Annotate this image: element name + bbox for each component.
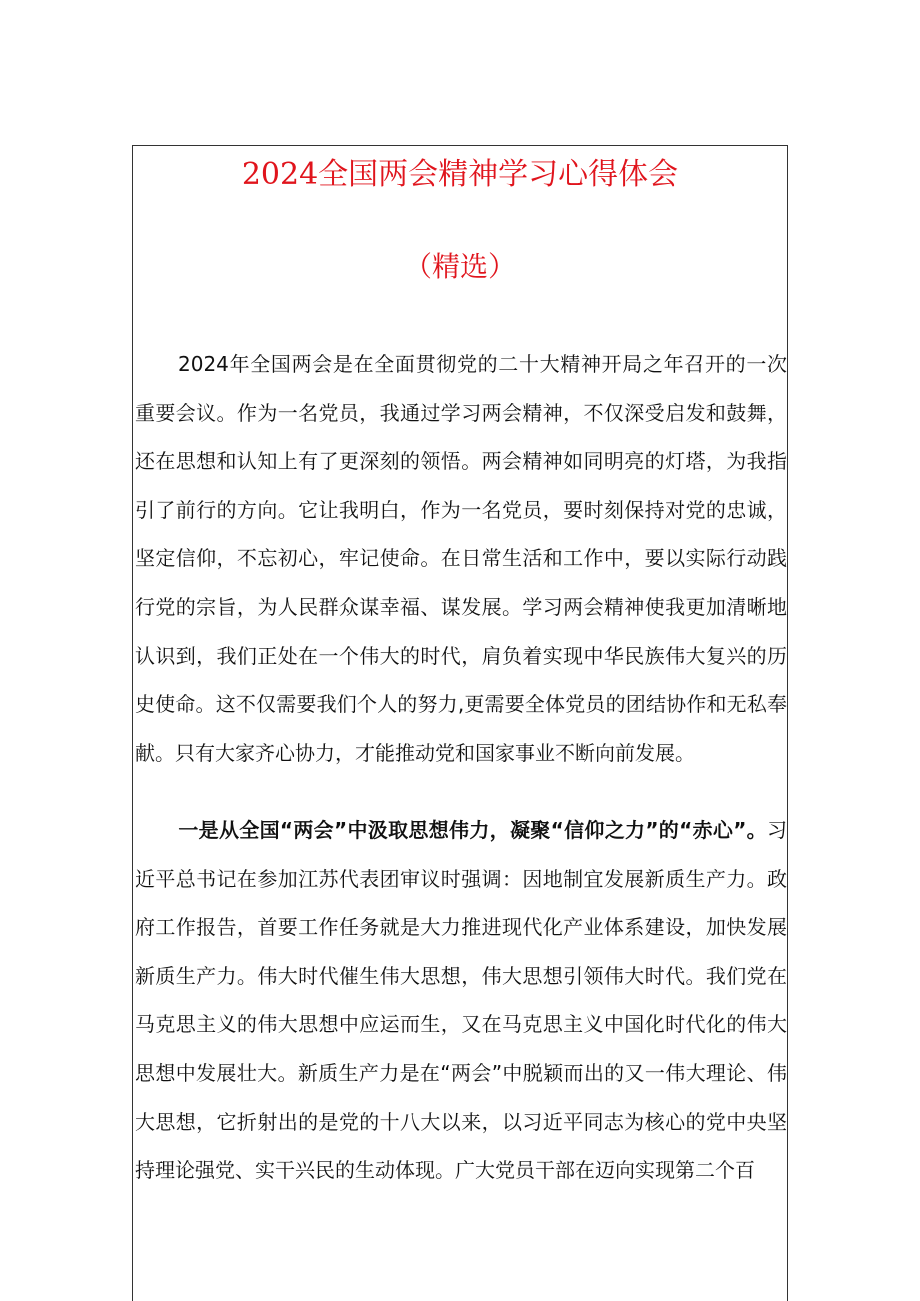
section-heading: 一是从全国“两会”中汲取思想伟力，凝聚“信仰之力”的“赤心”。 <box>178 818 767 842</box>
paragraph-section-one <box>135 806 787 1286</box>
paragraph-text: 习近平总书记在参加江苏代表团审议时强调：因地制宜发展新质生产力。政府工作报告，首要工作任务就是大力推进现代化产业体系建设，加快发展新质生产力。伟大时代催生伟大思想，伟大思想引领伟大时代。我们党在马克思主义的伟大思想中应运而生，又在马克思主义中国化时代化的伟大思想中发展壮大。新质生产力是在“两会”中脱颖而出的又一伟大理论、伟大思想，它折射出的是党的十八大以来，以习近平同志为核心的党中央坚持理论强党、实干兴民的生动体现。广大党员干部在迈向实现第二个百 <box>135 818 787 1183</box>
document-title: 2024全国两会精神学习心得体会 <box>241 157 679 192</box>
paragraph-text: 2024年全国两会是在全面贯彻党的二十大精神开局之年召开的一次重要会议。作为一名党员，我通过学习两会精神，不仅深受启发和鼓舞，还在思想和认知上有了更深刻的领悟。两会精神如同明亮的灯塔，为我指引了前行的方向。它让我明白，作为一名党员，要时刻保持对党的忠诚，坚定信仰，不忘初心，牢记使命。在日常生活和工作中，要以实际行动践行党的宗旨，为人民群众谋幸福、谋发展。学习两会精神使我更加清晰地认识到，我们正处在一个伟大的时代，肩负着实现中华民族伟大复兴的历史使命。这不仅需要我们个人的努力,更需要全体党员的团结协作和无私奉献。只有大家齐心协力，才能推动党和国家事业不断向前发展。 <box>135 352 787 765</box>
paragraph-intro <box>135 340 787 777</box>
document-subtitle: （精选） <box>403 250 516 283</box>
